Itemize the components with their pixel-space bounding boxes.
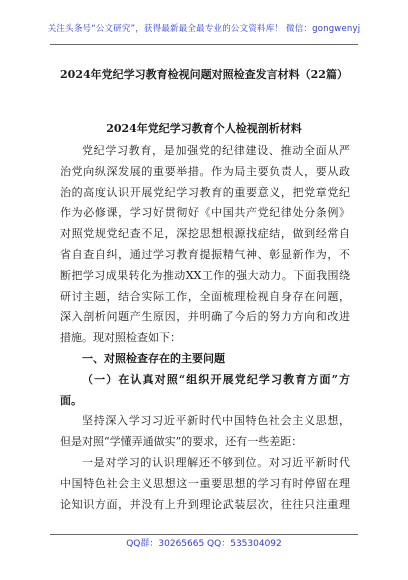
paragraph-line: 但是对照“学懂弄通做实”的要求，还有一些差距： xyxy=(60,435,303,449)
header-divider xyxy=(50,44,358,45)
heading-level-2: （一）在认真对照“组织开展党纪学习教育方面”方 xyxy=(82,372,350,386)
paragraph-line: 研讨主题，结合实际工作，全面梳理检视自身存在问题， xyxy=(60,289,350,303)
heading-level-1: 一、对照检查存在的主要问题 xyxy=(82,351,225,365)
paragraph-line: 党纪学习教育，是加强党的纪律建设、推动全面从严 xyxy=(82,144,350,157)
paragraph-line: 治党向纵深发展的重要举措。作为局主要负责人，要从政 xyxy=(60,164,350,178)
paragraph-line: 中国特色社会主义思想这一重要思想的学习有时停留在理 xyxy=(60,476,350,490)
paragraph-line: 措施。现对照检查如下： xyxy=(60,331,181,345)
paragraph-line: 治的高度认识开展党纪学习教育的重要意义，把党章党纪 xyxy=(60,185,350,199)
heading-level-2-continued: 面。 xyxy=(60,393,82,407)
paragraph-line: 作为必修课，学习好贯彻好《中国共产党纪律处分条例》 xyxy=(60,206,350,220)
paragraph-line: 一是对学习的认识理解还不够到位。对习近平新时代 xyxy=(82,455,350,469)
header-banner: 关注头条号“公文研究”，获得最新最全最专业的公文资料库！ 微信：gongwenyj xyxy=(47,24,361,34)
paragraph-line: 深入剖析问题产生原因，并明确了今后的努力方向和改进 xyxy=(60,310,350,324)
paragraph-line: 论知识方面，并没有上升到理论武装层次，往往只注重理 xyxy=(60,497,350,511)
document-title: 2024年党纪学习教育检视问题对照检查发言材料（22篇） xyxy=(60,68,348,81)
paragraph-line: 对照党规党纪查不足，深挖思想根源找症结，做到经常自 xyxy=(60,227,350,241)
paragraph-line: 断把学习成果转化为推动XX工作的强大动力。下面我围绕 xyxy=(60,268,350,282)
footer-divider xyxy=(50,534,358,535)
paragraph-line: 坚持深入学习习近平新时代中国特色社会主义思想， xyxy=(82,414,350,428)
footer-contact: QQ群：30265665 QQ：535304092 xyxy=(126,539,282,549)
paragraph-line: 省自查自纠，通过学习教育提振精气神、彰显新作为，不 xyxy=(60,247,350,261)
document-body xyxy=(60,141,350,515)
section-title: 2024年党纪学习教育个人检视剖析材料 xyxy=(106,122,302,135)
